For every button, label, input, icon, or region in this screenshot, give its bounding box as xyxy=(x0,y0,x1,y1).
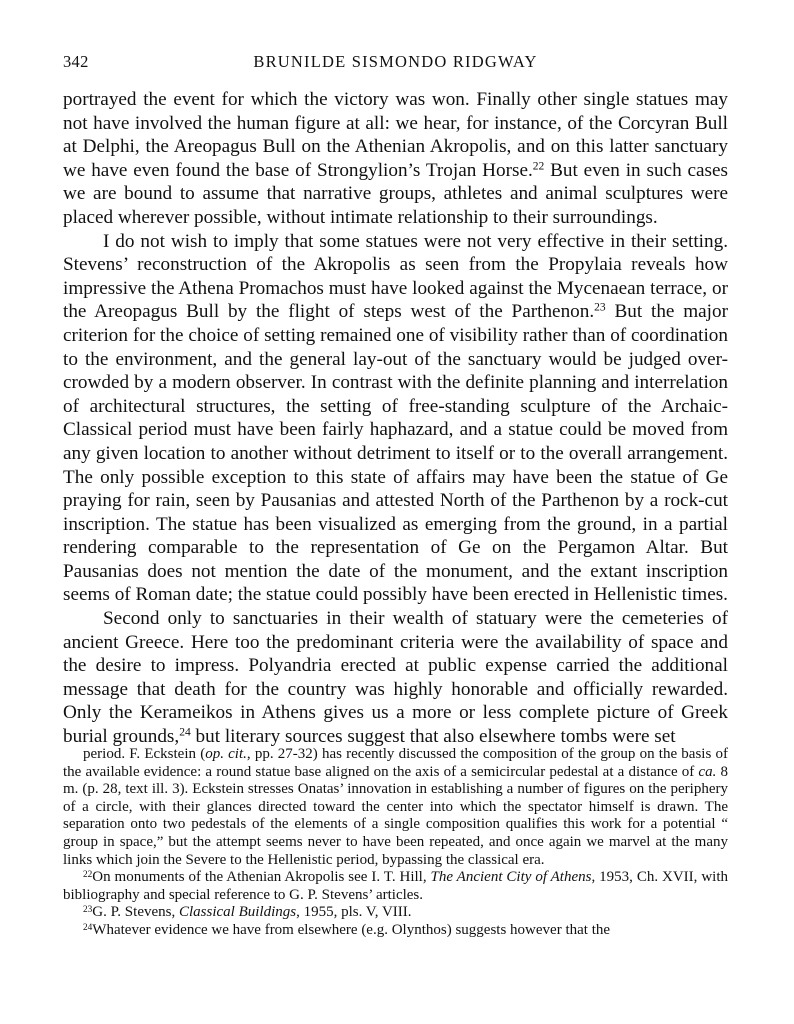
footnote-ca: ca. xyxy=(698,763,717,780)
footnote-23 xyxy=(63,904,728,922)
footnote-23-title: Classical Buildings xyxy=(178,904,297,921)
footnote-24-number: 24 xyxy=(83,922,93,933)
footnote-22-number: 22 xyxy=(83,869,93,880)
footnote-22-title: The Ancient City of Athens xyxy=(430,869,592,886)
paragraph-1 xyxy=(63,88,728,230)
paragraph-1-text-a: portrayed the event for which the victory was won. Finally other single statues may not have involved the human figure at all: we hear, for instance, of the Corcyran Bull at Delphi, the Areopagus Bull on the Athenian Akropolis, and on this latter sanctuary we have even found the base of Strongylion’s Trojan Horse. xyxy=(63,89,728,181)
footnote-ref-24: 24 xyxy=(179,726,191,739)
footnote-23-text-a: G. P. Stevens, xyxy=(92,904,179,921)
footnote-ref-22: 22 xyxy=(532,160,545,173)
page-number: 342 xyxy=(63,52,89,71)
footnote-22-text-a: On monuments of the Athenian Akropolis see I. T. Hill, xyxy=(92,869,431,886)
paragraph-3 xyxy=(63,607,728,749)
footnotes xyxy=(63,746,728,940)
footnote-23-text-b: , 1955, pls. V, VIII. xyxy=(296,904,412,921)
footnote-continuation xyxy=(63,746,728,869)
paragraph-1-text-b: But even in such cases we are bound to assume that narrative groups, athletes and animal sculptures were placed wherever possible, without intimate relationship to their surroundings. xyxy=(63,159,728,228)
paragraph-2 xyxy=(63,230,728,608)
paragraph-2-text-b: But the major criterion for the choice of setting remained one of visibility rather than of coordination to the environment, and the general lay-out of the sanctuary would be judged over-crowded by a modern observer. In contrast with the definite planning and interrelation of architectural structures, the setting of free-standing sculpture of the Archaic-Classical period must have been fairly haphazard, and a statue could be moved from any given location to another without detriment to itself or to the overall arrangement. The only possible exception to this state of affairs may have been the statue of Ge praying for rain, seen by Pausanias and attested North of the Parthenon by a rock-cut inscription. The statue has been visualized as emerging from the ground, in a partial rendering comparable to the representation of Ge on the Pergamon Altar. But Pausanias does not mention the date of the monument, and the extant inscription seems of Roman date; the statue could possibly have been erected in Hellenistic times. xyxy=(63,301,729,606)
footnote-continuation-text-c: 8 m. (p. 28, text ill. 3). Eckstein stresses Onatas’ innovation in establishing a number of figures on the periphery of a circle, with their glances directed toward the center into which the spectator himself is drawn. The separation onto two pedestals of the elements of a single composition qualifies this work for a potential “ group in space,” but the attempt seems never to have been repeated, and once again we marvel at the many links which join the Severe to the Hellenistic period, bypassing the classical era. xyxy=(63,763,729,868)
footnote-22 xyxy=(63,869,728,904)
page-header xyxy=(63,50,728,74)
footnote-23-number: 23 xyxy=(83,905,93,916)
footnote-24 xyxy=(63,922,728,940)
running-head: BRUNILDE SISMONDO RIDGWAY xyxy=(253,52,538,71)
paragraph-2-text-a: I do not wish to imply that some statues were not very effective in their setting. Stevens’ reconstruction of the Akropolis as seen from the Propylaia reveals how impressive the Athena Promachos must have looked against the Mycenaean terrace, or the Areopagus Bull by the flight of steps west of the Parthenon. xyxy=(63,230,728,323)
footnote-24-text: Whatever evidence we have from elsewhere (e.g. Olynthos) suggests however that the xyxy=(92,921,611,938)
paragraph-3-text-b: but literary sources suggest that also elsewhere tombs were set xyxy=(190,726,676,748)
paragraph-3-text-a: Second only to sanctuaries in their wealth of statuary were the cemeteries of ancient Greece. Here too the predominant criteria were the availability of space and the desire to impress. Polyandria erected at public expense carried the additional message that death for the country was highly honorable and officially rewarded. Only the Kerameikos in Athens gives us a more or less complete picture of Greek burial grounds, xyxy=(63,608,728,748)
footnote-22-text-b: , 1953, Ch. XVII, with bibliography and special reference to G. P. Stevens’ articles. xyxy=(63,869,728,903)
footnote-ref-23: 23 xyxy=(594,302,606,315)
footnote-continuation-text-a: period. F. Eckstein ( xyxy=(83,746,206,762)
footnote-opcit: op. cit. xyxy=(205,746,247,762)
footnote-continuation-text-b: , pp. 27-32) has recently discussed the composition of the group on the basis of the available evidence: a round statue base aligned on the axis of a semicircular pedestal at a distance of xyxy=(63,746,728,780)
main-text xyxy=(63,88,728,749)
